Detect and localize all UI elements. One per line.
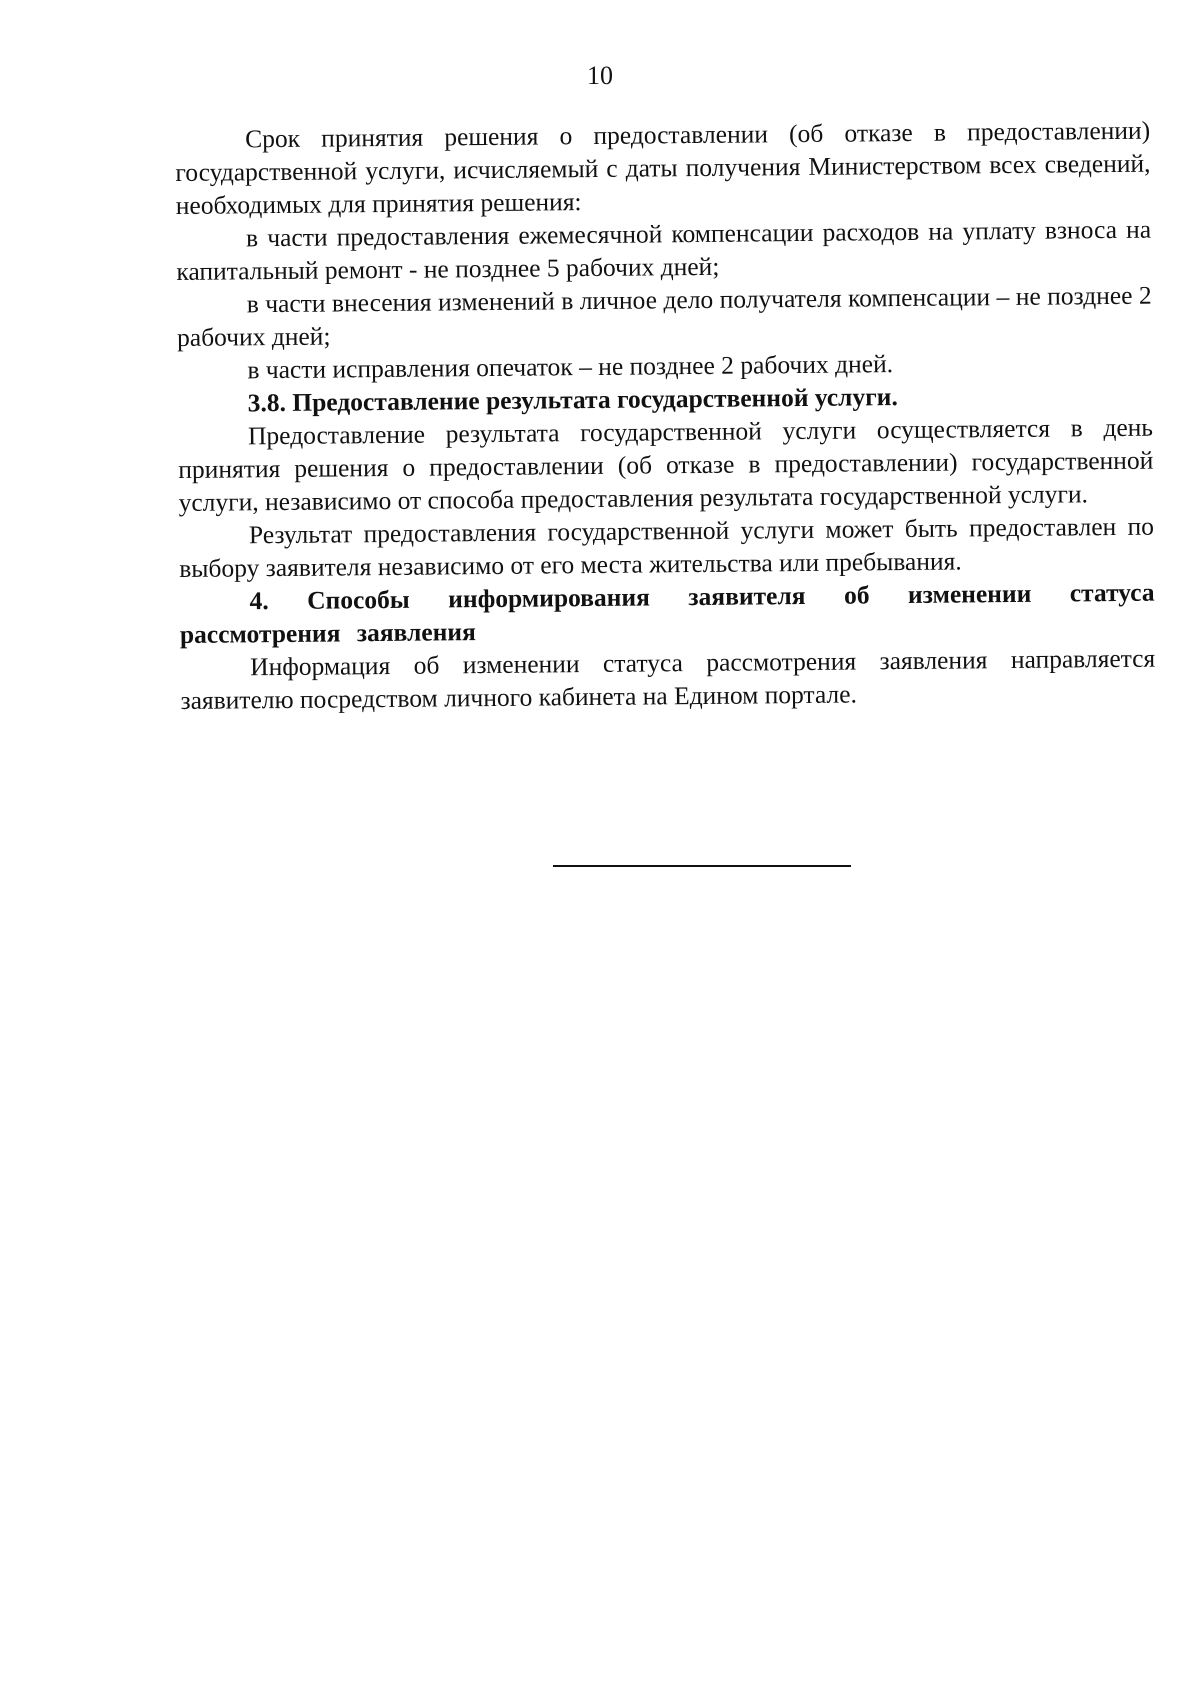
paragraph-result-delivery: Предоставление результата государственной услуги осуществляется в день принятия решения о предоставлении (об отказе в предоставлении) государственной услуги, независимо от способа предоставления результата государственной услуги.: [178, 412, 1154, 517]
document-body: [175, 114, 1156, 717]
paragraph-compensation-deadline: в части предоставления ежемесячной компенсации расходов на уплату взноса на капитальный ремонт - не позднее 5 рабочих дней;: [176, 214, 1152, 286]
paragraph-typo-correction-deadline: в части исправления опечаток – не позднее 2 рабочих дней.: [247, 349, 894, 385]
paragraph-status-information: Информация об изменении статуса рассмотрения заявления направляется заявителю посредством личного кабинета на Едином портале.: [180, 643, 1156, 715]
section-heading-4: 4. Способы информирования заявителя об изменении статуса рассмотрения заявления: [179, 577, 1155, 649]
paragraph-result-choice: Результат предоставления государственной услуги может быть предоставлен по выбору заявителя независимо от его места жительства или пребывания.: [179, 511, 1155, 583]
paragraph-personal-file-deadline: в части внесения изменений в личное дело получателя компенсации – не позднее 2 рабочих дней;: [176, 280, 1152, 352]
paragraph-decision-deadline: Срок принятия решения о предоставлении (об отказе в предоставлении) государственной услуги, исчисляемый с даты получения Министерством всех сведений, необходимых для принятия решения:: [175, 115, 1151, 220]
section-heading-3-8: 3.8. Предоставление результата государственной услуги.: [247, 382, 898, 418]
page-number: 10: [587, 61, 613, 90]
end-of-text-rule: [553, 865, 851, 867]
